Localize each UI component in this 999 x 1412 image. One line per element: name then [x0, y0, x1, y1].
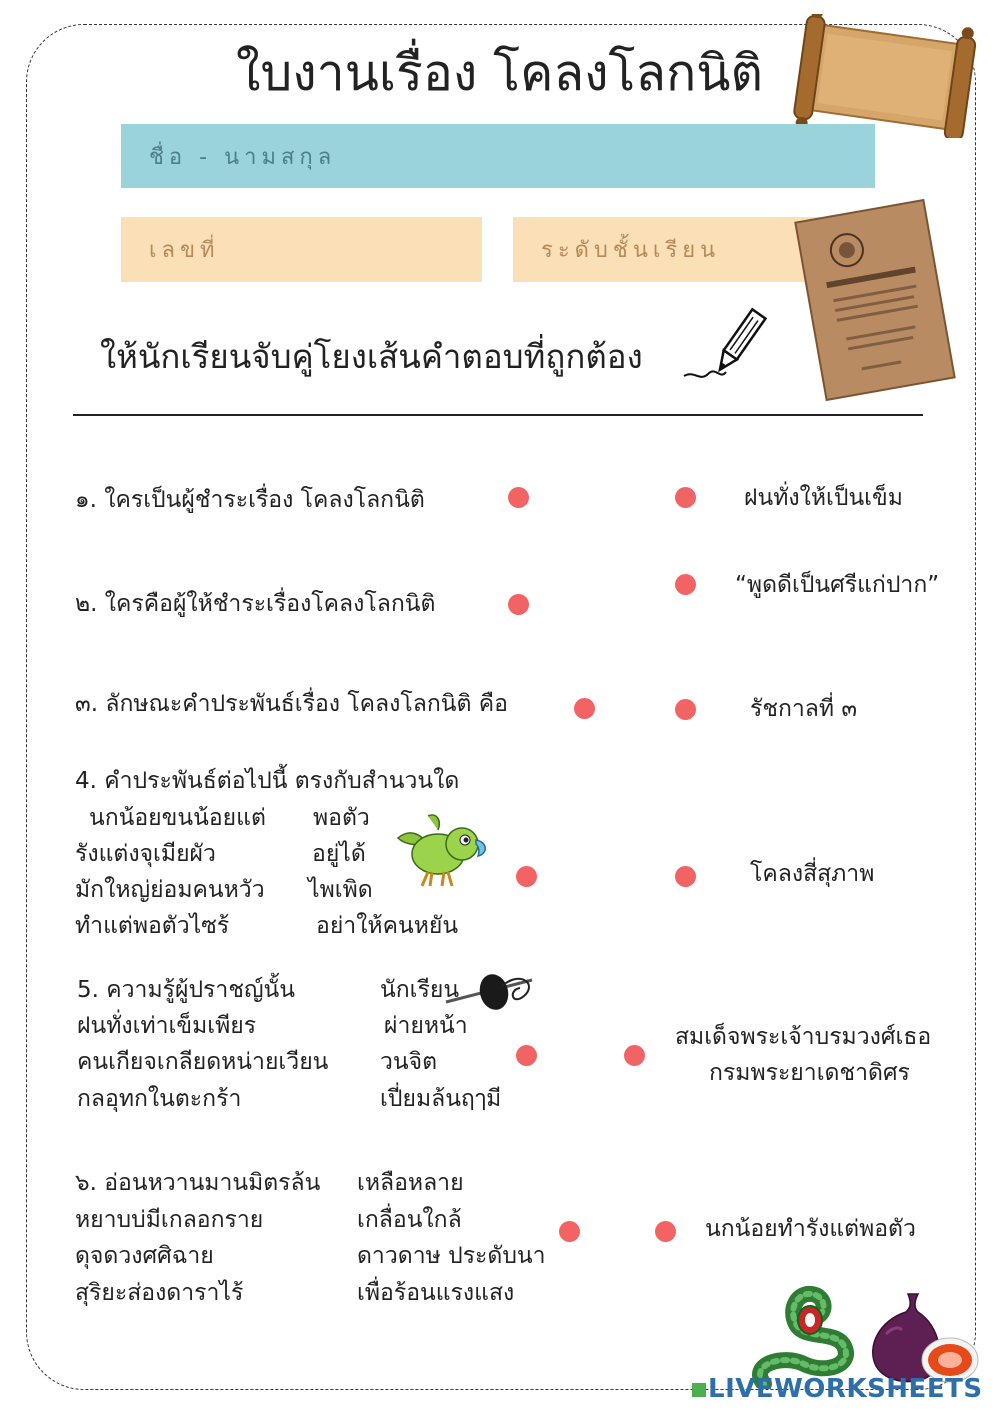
q5-poem-4b: เปี่ยมล้นฤๅมี: [380, 1086, 502, 1112]
scroll-icon: [786, 14, 982, 138]
question-1: ๑. ใครเป็นผู้ชำระเรื่อง โคลงโลกนิติ: [75, 487, 425, 513]
q4-poem-1a: นกน้อยขนน้อยแต่: [89, 805, 266, 831]
old-book-icon: [790, 196, 960, 404]
answer-5-line1: สมเด็จพระเจ้าบรมวงศ์เธอ: [675, 1024, 932, 1050]
q5-poem-2b: ผ่ายหน้า: [384, 1013, 468, 1039]
question-dot-5[interactable]: [516, 1045, 537, 1066]
q5-poem-2a: ฝนทั่งเท่าเข็มเพียร: [77, 1013, 257, 1039]
answer-3: รัชกาลที่ ๓: [750, 696, 858, 722]
watermark: LIVEWORKSHEETS: [692, 1374, 983, 1404]
q5-poem-1a: 5. ความรู้ผู้ปราชญ์นั้น: [77, 977, 295, 1003]
fig-fruit-icon: [862, 1290, 980, 1386]
question-dot-6[interactable]: [559, 1221, 580, 1242]
question-dot-1[interactable]: [508, 487, 529, 508]
q6-poem-1a: ๖. อ่อนหวานมานมิตรล้น: [75, 1170, 321, 1196]
pencil-icon: [680, 306, 770, 388]
q4-poem-2b: อยู่ได้: [312, 841, 366, 867]
name-field[interactable]: ชื่อ - นามสกุล: [121, 124, 875, 188]
instruction-text: ให้นักเรียนจับคู่โยงเส้นคำตอบที่ถูกต้อง: [100, 337, 643, 376]
q4-poem-3a: มักใหญ่ย่อมคนหวัว: [75, 877, 265, 903]
answer-2: “พูดดีเป็นศรีแก่ปาก”: [735, 572, 940, 598]
q6-poem-3b: ดาวดาษ ประดับนา: [357, 1243, 546, 1269]
answer-1: ฝนทั่งให้เป็นเข็ม: [744, 485, 903, 511]
question-3: ๓. ลักษณะคำประพันธ์เรื่อง โคลงโลกนิติ คือ: [75, 691, 508, 717]
q5-poem-4a: กลอุทกในตะกร้า: [77, 1086, 242, 1112]
q6-poem-1b: เหลือหลาย: [357, 1170, 464, 1196]
question-2: ๒. ใครคือผู้ให้ชำระเรื่องโคลงโลกนิติ: [75, 591, 436, 617]
q6-poem-3a: ดุจดวงศศิฉาย: [75, 1243, 214, 1269]
divider: [73, 414, 923, 416]
question-dot-4[interactable]: [516, 866, 537, 887]
answer-dot-6[interactable]: [655, 1221, 676, 1242]
answer-dot-5[interactable]: [624, 1045, 645, 1066]
q6-poem-4b: เพื่อร้อนแรงแสง: [357, 1280, 515, 1306]
answer-dot-1[interactable]: [675, 487, 696, 508]
q5-poem-1b: นักเรียน: [380, 977, 460, 1003]
answer-4: โคลงสี่สุภาพ: [750, 861, 875, 887]
answer-dot-4[interactable]: [675, 866, 696, 887]
q6-poem-2a: หยาบบ่มีเกลอกราย: [75, 1207, 264, 1233]
number-field[interactable]: เลขที่: [121, 217, 482, 282]
q4-poem-4a: ทำแต่พอตัวไซร้: [75, 913, 230, 939]
answer-6: นกน้อยทำรังแต่พอตัว: [705, 1216, 916, 1242]
q4-poem-1b: พอตัว: [313, 805, 370, 831]
question-dot-2[interactable]: [508, 594, 529, 615]
page-title: ใบงานเรื่อง โคลงโลกนิติ: [236, 44, 763, 102]
parrot-icon: [392, 808, 488, 890]
needle-thread-icon: [442, 966, 538, 1020]
question-dot-3[interactable]: [574, 698, 595, 719]
answer-dot-2[interactable]: [675, 574, 696, 595]
answer-5-line2: กรมพระยาเดชาดิศร: [709, 1060, 910, 1086]
answer-dot-3[interactable]: [675, 699, 696, 720]
q5-poem-3a: คนเกียจเกลียดหน่ายเวียน: [77, 1049, 329, 1075]
q4-poem-2a: รังแต่งจุเมียผัว: [75, 841, 216, 867]
snake-icon: [744, 1284, 864, 1388]
q6-poem-4a: สุริยะส่องดาราไร้: [75, 1280, 244, 1306]
question-4: 4. คำประพันธ์ต่อไปนี้ ตรงกับสำนวนใด: [75, 768, 460, 794]
q5-poem-3b: วนจิต: [380, 1049, 438, 1075]
q4-poem-3b: ไพเพิด: [308, 877, 373, 903]
q6-poem-2b: เกลื่อนใกล้: [357, 1207, 462, 1233]
class-level-field[interactable]: ระดับชั้นเรียน: [513, 217, 853, 282]
q4-poem-4b: อย่าให้คนหยัน: [316, 913, 459, 939]
